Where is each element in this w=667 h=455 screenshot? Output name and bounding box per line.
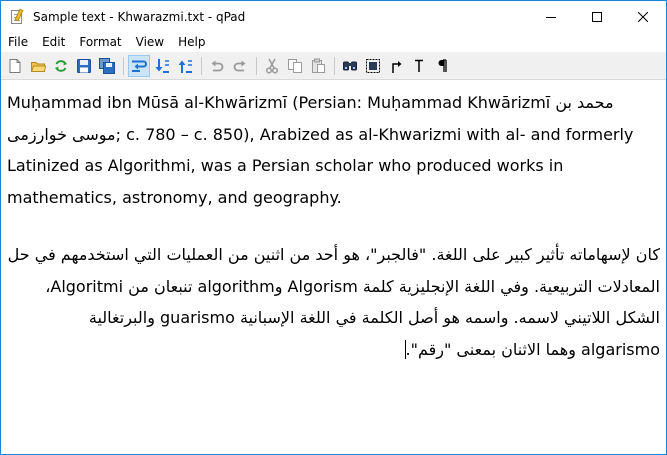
copy-button[interactable] [284,55,306,77]
text-direction-button[interactable] [385,55,407,77]
cut-button[interactable] [261,55,283,77]
save-icon [76,58,92,74]
redo-button[interactable] [229,55,251,77]
text-editor[interactable] [1,80,666,454]
cursor-button[interactable] [408,55,430,77]
minimize-icon [546,12,556,22]
close-icon [638,12,648,22]
paragraph-arabic [1,239,666,365]
word-wrap-icon [131,58,147,74]
new-file-icon [7,58,23,74]
maximize-icon [592,12,602,22]
maximize-button[interactable] [574,1,620,32]
show-whitespace-button[interactable] [431,55,453,77]
rtl-arrow-icon [388,58,404,74]
word-wrap-button[interactable] [128,55,150,77]
open-folder-icon [30,58,46,74]
close-button[interactable] [620,1,666,32]
menu-help[interactable]: Help [178,35,206,49]
insert-above-button[interactable] [174,55,196,77]
reload-icon [53,58,69,74]
save-all-icon [99,58,115,74]
minimize-button[interactable] [528,1,574,32]
find-icon [342,58,358,74]
insert-below-icon [154,58,170,74]
menu-view[interactable]: View [135,35,165,49]
insert-above-icon [177,58,193,74]
window-title: Sample text - Khwarazmi.txt - qPad [33,9,246,24]
toolbar [1,52,666,80]
reload-button[interactable] [50,55,72,77]
menu-format[interactable]: Format [79,35,122,49]
undo-button[interactable] [206,55,228,77]
text-cursor-icon [411,58,427,74]
find-button[interactable] [339,55,361,77]
paste-icon [310,58,326,74]
toolbar-separator [256,57,257,75]
toolbar-separator [123,57,124,75]
select-all-button[interactable] [362,55,384,77]
menu-file[interactable]: File [8,35,29,49]
insert-below-button[interactable] [151,55,173,77]
undo-icon [209,58,225,74]
paragraph-english: Muḥammad ibn Mūsā al-Khwārizmī (Persian: Muḥammad Khwārizmī محمد بن موسی خوارزمی; c. 780 – c. 850), Arabized as al-Khwarizmi with al- and formerly Latinized as Algorithmi, was a Persian scholar who produced works in mathematics, astronomy, and geography. [7,93,634,207]
select-all-icon [365,58,381,74]
menu-edit[interactable]: Edit [42,35,66,49]
paragraph-arabic-text: كان لإسهاماته تأثير كبير على اللغة. "فالجبر"، هو أحد من اثنين من العمليات التي استخدمهم في حل المعادلات التربيعية. وفي اللغة الإنجليزية كلمة Algorism وalgorithm تنبعان من Algoritmi، الشكل اللاتيني لاسمه. واسمه هو أصل الكلمة في اللغة الإسبانية guarismo والبرتغالية algarismo وهما الاثنان بمعنى "رقم". [7,245,660,359]
toolbar-separator [201,57,202,75]
cut-icon [264,58,280,74]
title-bar[interactable] [1,1,666,32]
toolbar-separator [334,57,335,75]
paragraph-mark-icon [434,58,450,74]
open-file-button[interactable] [27,55,49,77]
save-button[interactable] [73,55,95,77]
menu-bar [1,32,666,52]
copy-icon [287,58,303,74]
redo-icon [232,58,248,74]
new-file-button[interactable] [4,55,26,77]
save-all-button[interactable] [96,55,118,77]
notepad-app-icon [9,9,25,25]
paste-button[interactable] [307,55,329,77]
